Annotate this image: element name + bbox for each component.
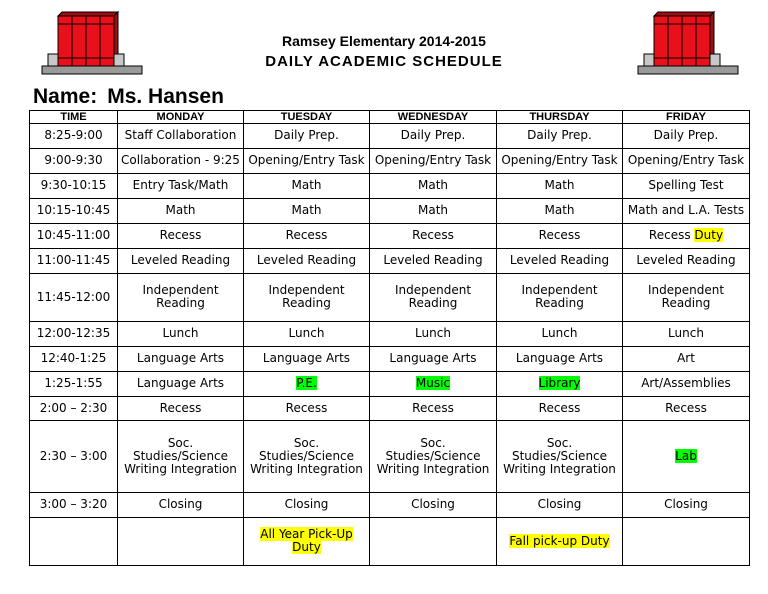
- time-cell: 11:00-11:45: [30, 248, 118, 273]
- schedule-cell: Collaboration - 9:25: [118, 148, 244, 173]
- table-row: [30, 148, 750, 173]
- schedule-cell: [370, 371, 497, 396]
- schedule-cell: Closing: [623, 492, 750, 517]
- school-title: Ramsey Elementary 2014-2015: [282, 33, 486, 49]
- schedule-cell: [244, 371, 370, 396]
- schedule-cell: Daily Prep.: [370, 124, 497, 149]
- column-header: THURSDAY: [497, 111, 623, 124]
- time-cell: [30, 517, 118, 565]
- schedule-cell: Leveled Reading: [118, 248, 244, 273]
- table-row: [30, 517, 750, 565]
- time-cell: 10:45-11:00: [30, 223, 118, 248]
- schedule-cell: Soc. Studies/Science Writing Integration: [118, 421, 244, 492]
- schedule-cell: Recess: [370, 396, 497, 421]
- table-row: [30, 248, 750, 273]
- time-cell: 1:25-1:55: [30, 371, 118, 396]
- all-year-duty-highlight: All Year Pick-Up Duty: [260, 527, 353, 555]
- schedule-cell: Lunch: [370, 321, 497, 346]
- schedule-cell: Opening/Entry Task: [370, 148, 497, 173]
- schedule-cell: Daily Prep.: [244, 124, 370, 149]
- schedule-cell: Language Arts: [497, 346, 623, 371]
- schedule-cell: Independent Reading: [370, 273, 497, 321]
- schedule-cell: Closing: [370, 492, 497, 517]
- schedule-cell: Closing: [244, 492, 370, 517]
- schedule-cell: Math: [244, 173, 370, 198]
- schedule-cell: [623, 421, 750, 492]
- time-cell: 2:00 – 2:30: [30, 396, 118, 421]
- schedule-cell: Independent Reading: [244, 273, 370, 321]
- schedule-cell: Daily Prep.: [497, 124, 623, 149]
- schedule-cell: Math: [244, 198, 370, 223]
- schedule-cell: Opening/Entry Task: [497, 148, 623, 173]
- time-cell: 11:45-12:00: [30, 273, 118, 321]
- header-row: [30, 111, 750, 124]
- schedule-cell: Leveled Reading: [244, 248, 370, 273]
- schedule-cell: Art/Assemblies: [623, 371, 750, 396]
- schedule-cell: Art: [623, 346, 750, 371]
- schedule-cell: Entry Task/Math: [118, 173, 244, 198]
- schedule-cell: [497, 517, 623, 565]
- schedule-cell: Recess: [244, 223, 370, 248]
- time-cell: 12:00-12:35: [30, 321, 118, 346]
- teacher-name-row: [33, 85, 224, 109]
- schedule-cell: Leveled Reading: [497, 248, 623, 273]
- schedule-cell: Language Arts: [118, 371, 244, 396]
- schedule-cell: [244, 517, 370, 565]
- column-header: WEDNESDAY: [370, 111, 497, 124]
- column-header: FRIDAY: [623, 111, 750, 124]
- schedule-cell: Math: [118, 198, 244, 223]
- time-cell: 2:30 – 3:00: [30, 421, 118, 492]
- schedule-cell: Lunch: [497, 321, 623, 346]
- time-cell: 9:30-10:15: [30, 173, 118, 198]
- time-cell: 3:00 – 3:20: [30, 492, 118, 517]
- schedule-cell: Math: [497, 173, 623, 198]
- schedule-table: [29, 110, 750, 566]
- schedule-cell: Lunch: [623, 321, 750, 346]
- red-books-on-shelf-icon: [636, 10, 744, 78]
- schedule-cell: Opening/Entry Task: [623, 148, 750, 173]
- time-cell: 12:40-1:25: [30, 346, 118, 371]
- table-row: [30, 492, 750, 517]
- schedule-cell: [623, 223, 750, 248]
- schedule-cell: Closing: [118, 492, 244, 517]
- schedule-cell: Math: [370, 173, 497, 198]
- schedule-cell: [118, 517, 244, 565]
- table-row: [30, 321, 750, 346]
- table-row: [30, 223, 750, 248]
- schedule-cell: Recess: [497, 396, 623, 421]
- schedule-cell: Staff Collaboration: [118, 124, 244, 149]
- schedule-cell: Math: [370, 198, 497, 223]
- fall-duty-highlight: Fall pick-up Duty: [509, 533, 610, 548]
- schedule-cell: [623, 517, 750, 565]
- table-row: [30, 396, 750, 421]
- schedule-cell: Daily Prep.: [623, 124, 750, 149]
- schedule-cell: Recess: [497, 223, 623, 248]
- schedule-cell: Lunch: [244, 321, 370, 346]
- schedule-cell: Recess: [118, 223, 244, 248]
- schedule-cell: Soc. Studies/Science Writing Integration: [244, 421, 370, 492]
- column-header: TIME: [30, 111, 118, 124]
- table-row: [30, 124, 750, 149]
- schedule-cell: Language Arts: [370, 346, 497, 371]
- schedule-cell: [370, 517, 497, 565]
- duty-highlight: Duty: [694, 228, 724, 243]
- schedule-cell: Recess: [244, 396, 370, 421]
- table-row: [30, 173, 750, 198]
- pe-highlight: P.E.: [296, 376, 317, 391]
- schedule-cell: Language Arts: [118, 346, 244, 371]
- column-header: TUESDAY: [244, 111, 370, 124]
- schedule-cell: Closing: [497, 492, 623, 517]
- schedule-cell: Spelling Test: [623, 173, 750, 198]
- schedule-cell: Soc. Studies/Science Writing Integration: [370, 421, 497, 492]
- music-highlight: Music: [415, 376, 451, 391]
- column-header: MONDAY: [118, 111, 244, 124]
- schedule-cell: Leveled Reading: [623, 248, 750, 273]
- schedule-cell: [497, 371, 623, 396]
- lab-highlight: Lab: [675, 449, 697, 464]
- table-row: [30, 198, 750, 223]
- recess-text: Recess: [648, 228, 691, 243]
- table-row: [30, 346, 750, 371]
- schedule-cell: Recess: [623, 396, 750, 421]
- schedule-title: DAILY ACADEMIC SCHEDULE: [265, 53, 503, 70]
- schedule-cell: Independent Reading: [497, 273, 623, 321]
- library-highlight: Library: [538, 376, 581, 391]
- time-cell: 9:00-9:30: [30, 148, 118, 173]
- time-cell: 10:15-10:45: [30, 198, 118, 223]
- table-row: [30, 421, 750, 492]
- schedule-cell: Lunch: [118, 321, 244, 346]
- schedule-cell: Independent Reading: [623, 273, 750, 321]
- teacher-name: Ms. Hansen: [107, 85, 224, 108]
- schedule-cell: Independent Reading: [118, 273, 244, 321]
- schedule-cell: Math: [497, 198, 623, 223]
- time-cell: 8:25-9:00: [30, 124, 118, 149]
- schedule-cell: Math and L.A. Tests: [623, 198, 750, 223]
- schedule-cell: Recess: [370, 223, 497, 248]
- name-label: Name:: [33, 85, 98, 108]
- schedule-cell: Language Arts: [244, 346, 370, 371]
- schedule-cell: Leveled Reading: [370, 248, 497, 273]
- schedule-cell: Soc. Studies/Science Writing Integration: [497, 421, 623, 492]
- table-row: [30, 273, 750, 321]
- schedule-cell: Recess: [118, 396, 244, 421]
- schedule-cell: Opening/Entry Task: [244, 148, 370, 173]
- table-row: [30, 371, 750, 396]
